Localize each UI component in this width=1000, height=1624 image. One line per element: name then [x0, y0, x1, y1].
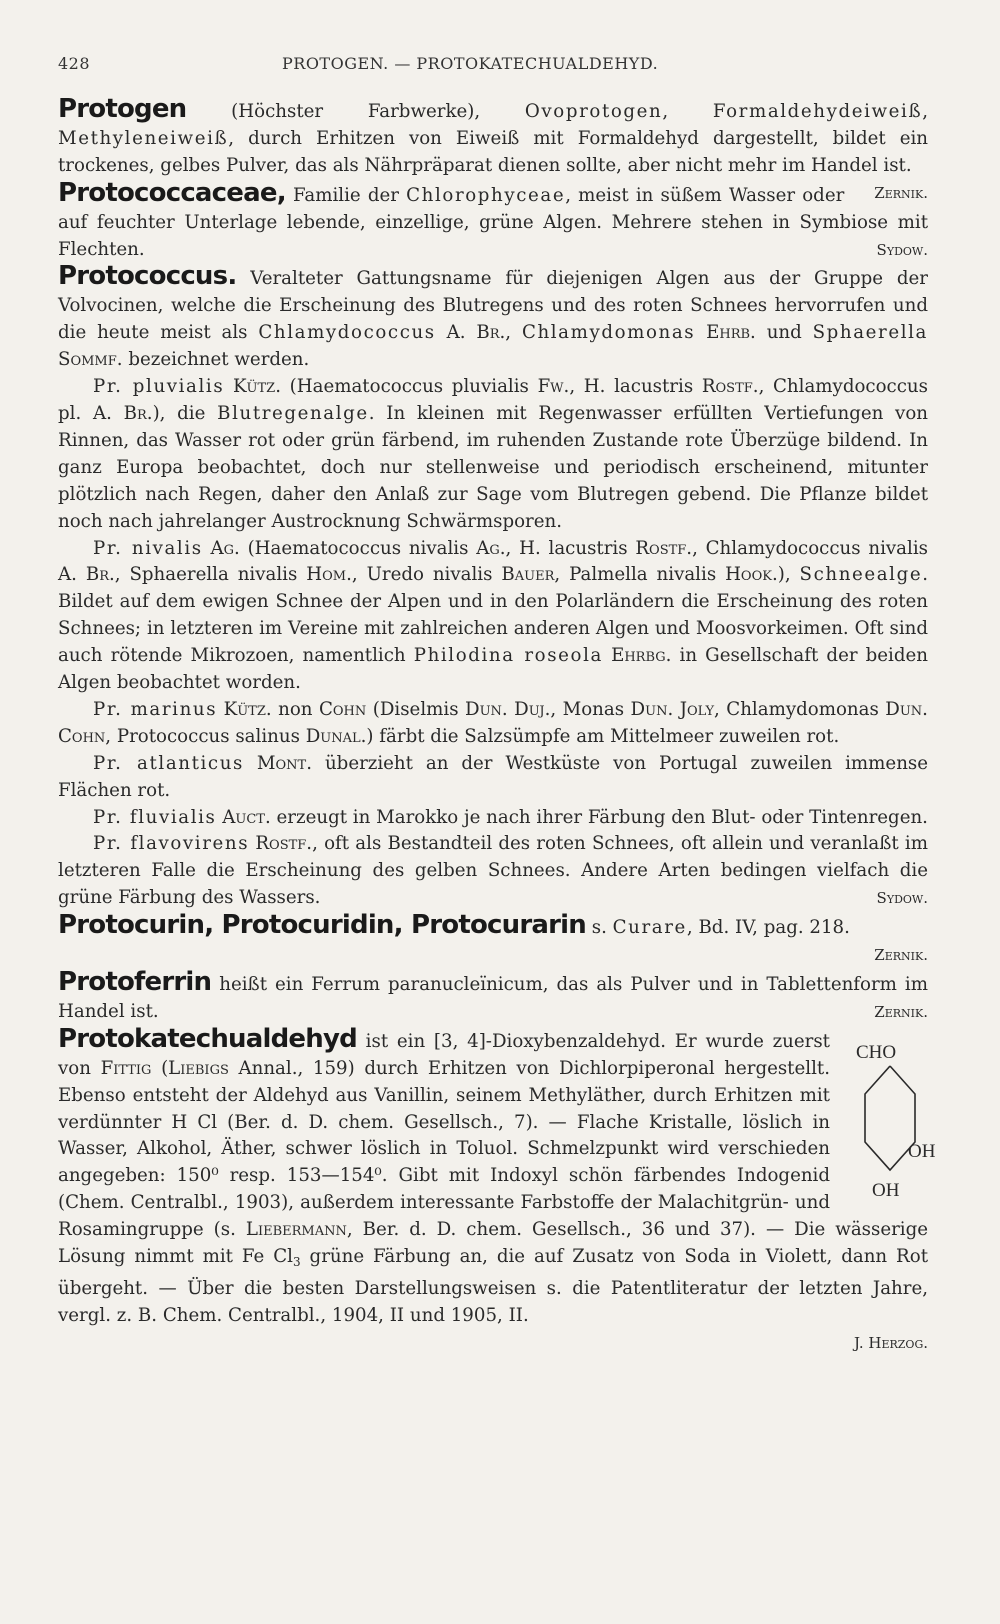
species-fluvialis — [58, 805, 928, 832]
author-name: Rostf. — [635, 537, 693, 559]
entry-text: s. — [585, 917, 613, 939]
species-name: Pr. pluvialis — [93, 376, 225, 398]
entry-text: , oft als Bestandteil des roten Schnees, oft allein und veranlaßt im letzteren Falle die Erscheinung des gelben Schnees. Andere Arten bedingen vielfach die grüne Färbung des Wassers. — [58, 833, 928, 909]
entry-keyword: Protoferrin — [58, 967, 212, 997]
author-name: Hook. — [725, 564, 778, 586]
entry-text: , Chlamydococcus nivalis A. — [58, 537, 928, 586]
entry-keyword: Protogen — [58, 94, 187, 124]
running-title: PROTOGEN. — PROTOKATECHUALDEHYD. — [282, 54, 659, 73]
entry-text: non — [271, 698, 319, 720]
entry-text: . In kleinen mit Regenwasser erfüllten Vertiefungen von Rinnen, das Wasser rot oder grün färbend, im ruhenden Zustande rote Überzüge bildend. In ganz Europa beobachtet, doch nur stellenweise und periodisch erscheinend, mitunter plötzlich nach Regen, daher den Anlaß zur Sage vom Blutregen gebend. Die Pflanze bildet noch nach jahrelanger Austrocknung Schwärmsporen. — [58, 402, 928, 532]
species-pluvialis — [58, 374, 928, 535]
author-name: Ehrb. — [706, 322, 756, 344]
entry-text: ( — [151, 1057, 169, 1079]
author-signature: Zernik. — [874, 183, 928, 202]
entry-text: grüne Färbung an, die auf Zusatz von Soda in Violett, dann Rot übergeht. — Über die besten Darstellungsweisen s. die Patentliteratur der letzten Jahre, vergl. z. B. Chem. Centralbl., 1904, II und 1905, II. — [58, 1246, 928, 1326]
entry-text: und — [755, 322, 813, 344]
spaced-term: Sphaerella — [812, 322, 928, 344]
species-name: Pr. marinus — [93, 698, 218, 720]
spaced-term: Methyleneiweiß — [58, 127, 229, 149]
author-signature: Zernik. — [874, 946, 928, 965]
entry-text — [244, 753, 257, 774]
spaced-term: Chlorophyceae — [406, 184, 566, 206]
spaced-term: Formaldehydeiweiß — [712, 101, 923, 122]
species-nivalis — [58, 536, 928, 697]
entry-text — [603, 645, 611, 666]
author-name: Liebigs — [168, 1057, 229, 1079]
author-name: Kütz. — [232, 376, 281, 398]
author-name: Kütz. — [223, 698, 272, 720]
entry-text: Annal., 159) durch Erhitzen von Dichlorpiperonal hergestellt. Ebenso entsteht der Aldehyd aus Vanillin, seinem Methyläther, durch Erhitzen mit verdünnter H Cl (Ber. d. D. chem. Gesellsch., 7). — Flache Kristalle, löslich in Wasser, Alkohol, Äther, schwer löslich in Toluol. Schmelzpunkt wird verschieden angegeben: 150⁰ resp. 153—154⁰. Gibt mit Indoxyl schön färbendes Indogenid (Chem. Centralbl., 1903), außerdem interessante Farbstoffe der Malachitgrün- und Rosamingruppe (s. — [58, 1057, 830, 1241]
author-name: Bauer — [501, 564, 555, 586]
entry-text: (Höchster Farbwerke), — [186, 101, 525, 122]
formula-bottom-label: OH — [872, 1179, 900, 1201]
author-signature: J. Herzog. — [854, 1333, 928, 1352]
author-name: Rostf. — [701, 376, 759, 398]
running-head — [58, 50, 928, 76]
spaced-term: Philodina roseola — [413, 645, 603, 667]
author-name: Br. — [123, 402, 153, 424]
entry-text: , H. lacustris — [569, 376, 702, 398]
entry-text: ), die — [152, 402, 218, 424]
entry-text: . Bildet auf dem ewigen Schnee der Alpen und in den Polarländern die Erscheinung des roten Schnees; in letzteren im Vereine mit zahlreichen anderen Algen und Moosvorkeimen. Oft sind auch rötende Mikrozoen, namentlich — [58, 564, 928, 667]
entry-protokatechualdehyd — [58, 1023, 936, 1330]
entry-text: A. — [435, 322, 477, 344]
entry-protococcus — [58, 263, 928, 374]
entry-text: , meist in süßem Wasser oder auf feuchter Unterlage lebende, einzellige, grüne Algen. Mehrere stehen in Symbiose mit Flechten. — [58, 184, 928, 260]
article-body — [58, 94, 936, 1357]
entry-text: ) färbt die Salzsümpfe am Mittelmeer zuweilen rot. — [366, 725, 840, 747]
entry-text: heißt ein Ferrum paranucleïnicum, das als Pulver und in Tablettenform im Handel ist. — [58, 974, 928, 1022]
entry-text: , Palmella nivalis — [554, 564, 726, 586]
structural-formula — [842, 1032, 938, 1202]
author-name: Br. — [476, 322, 506, 344]
spaced-term: Blutregenalge — [217, 402, 369, 424]
page-number: 428 — [58, 54, 91, 73]
entry-text: , Sphaerella nivalis — [114, 564, 307, 586]
author-signature: Sydow. — [876, 240, 928, 259]
author-name: Dun. Cohn — [58, 698, 928, 747]
spaced-term: Curare — [612, 917, 687, 939]
spaced-term: Schneealge — [799, 564, 923, 586]
author-name: Ehrbg. — [611, 645, 672, 667]
entry-text: überzieht an der Westküste von Portugal zuweilen immense Flächen rot. — [58, 752, 929, 801]
entry-protococcaceae — [58, 177, 928, 264]
author-name: Ag. — [476, 537, 506, 559]
spaced-term: Chlamydomonas — [521, 322, 696, 344]
entry-protoferrin — [58, 969, 928, 1026]
entry-text: in Gesellschaft der beiden Algen beobachtet worden. — [58, 645, 928, 694]
author-name: Cohn — [318, 698, 367, 720]
author-name: Hom. — [306, 564, 352, 586]
author-name: Rostf. — [255, 833, 313, 855]
author-name: Fittig — [100, 1057, 152, 1079]
author-name: Liebermann — [245, 1219, 347, 1241]
species-name: Pr. atlanticus — [93, 752, 244, 774]
species-name: Pr. nivalis — [93, 537, 203, 559]
entry-protocurin — [58, 912, 928, 942]
entry-text: erzeugt in Marokko je nach ihrer Färbung den Blut- oder Tintenregen. — [270, 806, 928, 828]
author-name: Ag. — [210, 537, 240, 559]
entry-text: , Protococcus salinus — [105, 725, 306, 747]
entry-text: , durch Erhitzen von Eiweiß mit Formaldehyd dargestellt, bildet ein trockenes, gelbes Pulver, das als Nährpräparat dienen sollte, aber nicht mehr im Handel ist. — [58, 127, 928, 176]
species-name: Pr. flavovirens — [93, 833, 250, 855]
entry-text: , Chlamydococcus pl. A. — [58, 376, 928, 424]
entry-text: , — [922, 101, 928, 122]
author-signature: Sydow. — [876, 889, 928, 908]
entry-text: , Bd. IV, pag. 218. — [686, 917, 850, 939]
entry-text: (Diselmis — [366, 698, 466, 720]
spaced-term: Ovoprotogen — [524, 101, 663, 122]
author-name: Dunal. — [305, 725, 367, 747]
species-name: Pr. fluvialis — [93, 806, 217, 828]
entry-text: , — [662, 101, 713, 122]
entry-keyword: Protococcaceae, — [58, 177, 286, 208]
entry-keyword: Protococcus. — [58, 261, 237, 292]
formula-top-label: CHO — [856, 1041, 897, 1063]
author-name: Dun. Joly — [630, 698, 715, 720]
author-name: Auct. — [222, 806, 271, 828]
entry-text — [695, 322, 706, 343]
entry-text: bezeichnet werden. — [122, 349, 310, 371]
entry-text: , Monas — [550, 698, 631, 720]
entry-keyword: Protokatechualdehyd — [58, 1023, 357, 1054]
author-name: Br. — [85, 564, 115, 586]
entry-text: , Chlamydomonas — [714, 698, 886, 720]
subscript: 3 — [292, 1255, 301, 1270]
entry-text: , Uredo nivalis — [351, 564, 502, 586]
entry-text: , H. lacustris — [505, 537, 636, 559]
species-atlanticus — [58, 751, 928, 805]
spaced-term: Chlamydococcus — [258, 322, 436, 344]
entry-text: , Ber. d. D. chem. Gesellsch., 36 und 37). — Die wässerige Lösung nimmt mit Fe Cl — [58, 1219, 929, 1268]
entry-text: Familie der — [285, 184, 407, 206]
author-signature: Zernik. — [874, 1002, 928, 1021]
entry-text: ), — [777, 564, 800, 586]
author-name: Mont. — [256, 752, 313, 774]
author-name: Sommf. — [58, 349, 123, 371]
entry-keyword: Protocurin, Protocuridin, Protocurarin — [58, 910, 586, 941]
entry-text: (Haematococcus nivalis — [239, 537, 477, 559]
author-name: Fw. — [537, 376, 570, 398]
entry-text: ist ein [3, 4]-Dioxybenzaldehyd. Er wurde zuerst von — [58, 1030, 830, 1079]
entry-text — [203, 538, 211, 559]
entry-text: , — [505, 322, 522, 344]
author-name: Dun. Duj. — [465, 698, 551, 720]
benzene-ring-diagram — [842, 1032, 938, 1202]
formula-right-label: OH — [908, 1140, 936, 1162]
entry-text: (Haematococcus pluvialis — [280, 376, 538, 398]
species-marinus — [58, 697, 928, 751]
entry-text: Veralteter Gattungsname für diejenigen Algen aus der Gruppe der Volvocinen, welche die Erscheinung des Blutregens und des roten Schnees hervorrufen und die heute meist als — [58, 268, 928, 344]
species-flavovirens — [58, 831, 928, 912]
entry-text — [224, 376, 233, 397]
